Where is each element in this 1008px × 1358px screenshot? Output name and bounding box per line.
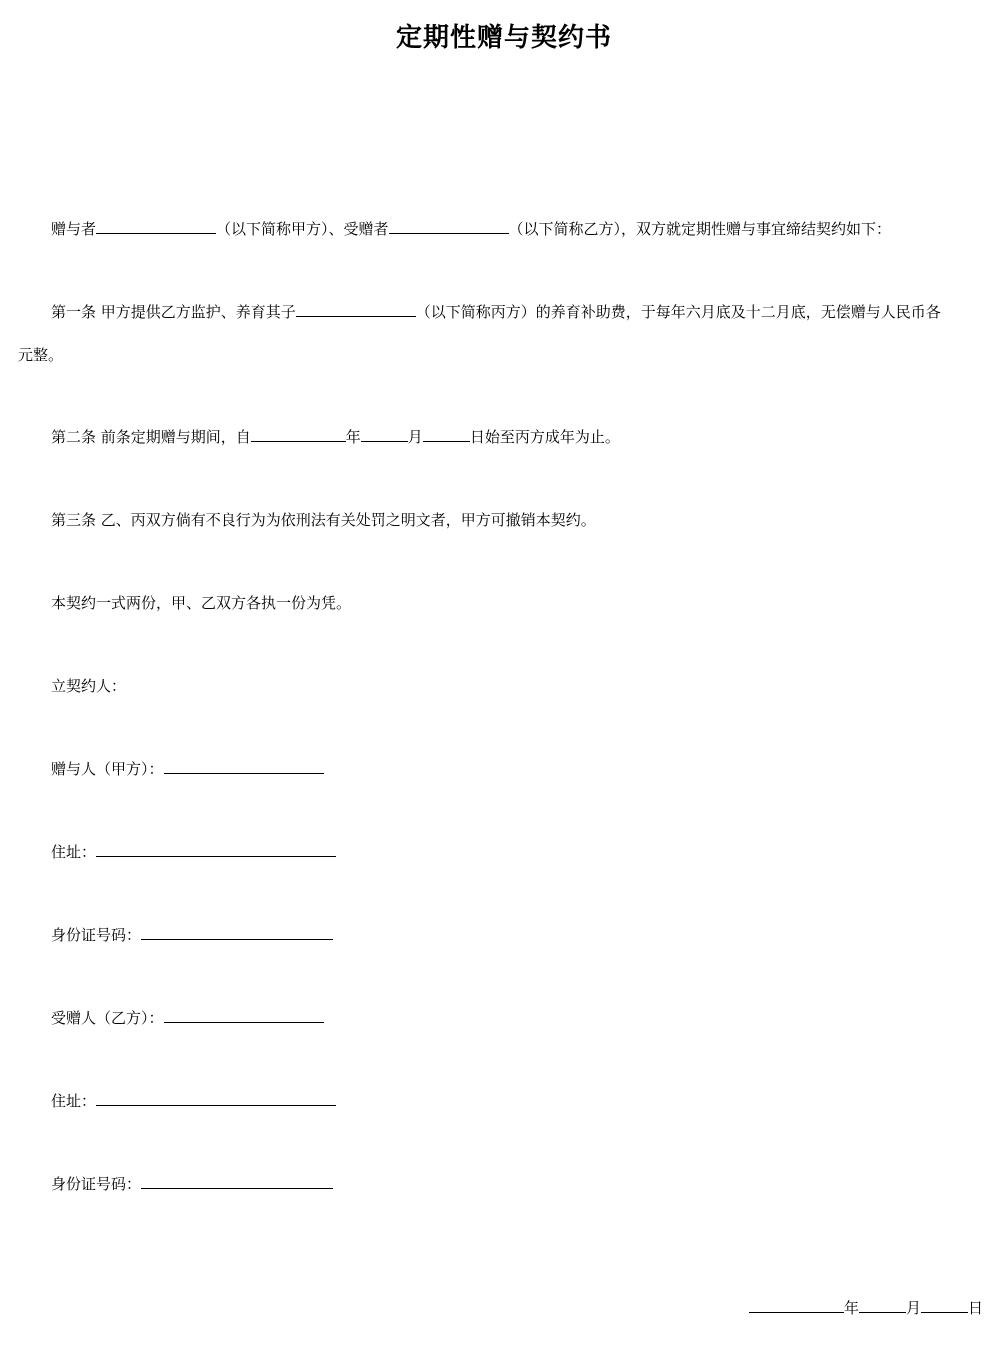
article-1-cont: 元整。 [18, 346, 64, 364]
signing-date [749, 1297, 983, 1319]
party-b-id-row [51, 1173, 333, 1195]
party-b-label: 受赠人（乙方）： [51, 1009, 164, 1027]
party-a-label: 赠与人（甲方）： [51, 760, 164, 778]
party-a-address-label: 住址： [51, 843, 97, 861]
sign-year-blank[interactable] [749, 1297, 844, 1313]
signatories-heading: 立契约人： [51, 677, 127, 695]
article-3: 第三条 乙、丙双方倘有不良行为为依刑法有关处罚之明文者，甲方可撤销本契约。 [51, 511, 596, 529]
sign-month-blank[interactable] [859, 1297, 906, 1313]
article-2-tail: 日始至丙方成年为止。 [469, 428, 620, 446]
start-month-blank[interactable] [361, 426, 408, 442]
party-a-row [51, 758, 324, 780]
sign-month-label: 月 [906, 1299, 922, 1317]
article-1-tail: （以下简称丙方）的养育补助费，于每年六月底及十二月底，无偿赠与人民币各 [415, 303, 941, 321]
party-b-row [51, 1007, 324, 1029]
child-name-blank[interactable] [296, 301, 416, 317]
start-day-blank[interactable] [423, 426, 470, 442]
party-b-address-label: 住址： [51, 1092, 97, 1110]
article-2 [51, 426, 620, 448]
party-b-address-blank[interactable] [96, 1090, 336, 1106]
party-a-address-blank[interactable] [96, 841, 336, 857]
article-1-head: 第一条 甲方提供乙方监护、养育其子 [51, 303, 296, 321]
party-a-address-row [51, 841, 336, 863]
party-a-name-blank[interactable] [164, 758, 324, 774]
copies-clause: 本契约一式两份，甲、乙双方各执一份为凭。 [51, 594, 352, 612]
party-b-id-blank[interactable] [141, 1173, 333, 1189]
donor-label: 赠与者 [51, 220, 97, 238]
sign-day-label: 日 [968, 1299, 984, 1317]
article-2-month: 月 [407, 428, 423, 446]
article-2-year: 年 [345, 428, 361, 446]
sign-year-label: 年 [844, 1299, 860, 1317]
donee-name-blank[interactable] [389, 218, 509, 234]
intro-paragraph [51, 218, 891, 240]
start-year-blank[interactable] [251, 426, 346, 442]
party-a-id-label: 身份证号码： [51, 926, 142, 944]
party-b-id-label: 身份证号码： [51, 1175, 142, 1193]
party-a-id-blank[interactable] [141, 924, 333, 940]
article-1-continuation [18, 344, 63, 366]
donor-alias-text: （以下简称甲方）、受赠者 [216, 220, 389, 238]
document-title: 定期性赠与契约书 [395, 23, 612, 53]
party-b-name-blank[interactable] [164, 1007, 324, 1023]
article-2-head: 第二条 前条定期赠与期间，自 [51, 428, 251, 446]
party-a-id-row [51, 924, 333, 946]
donor-name-blank[interactable] [96, 218, 216, 234]
party-b-address-row [51, 1090, 336, 1112]
sign-day-blank[interactable] [921, 1297, 968, 1313]
donee-alias-text: （以下简称乙方），双方就定期性赠与事宜缔结契约如下： [508, 220, 892, 238]
article-1 [51, 301, 941, 323]
